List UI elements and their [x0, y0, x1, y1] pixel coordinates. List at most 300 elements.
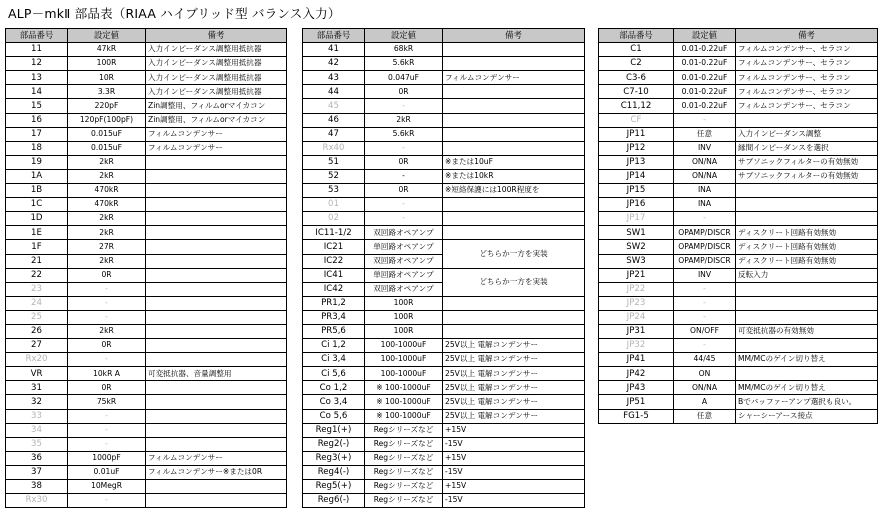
table-row: [303, 113, 585, 127]
parts-table-2: [302, 28, 585, 508]
table-row: [303, 494, 585, 508]
part-number-cell: Co 5,6: [303, 409, 365, 423]
remarks-cell: 可変抵抗器の有効無効: [736, 324, 878, 338]
remarks-cell: [736, 113, 878, 127]
remarks-cell: フィルムコンデンサー: [146, 451, 287, 465]
remarks-cell: 入力インピーダンス調整用抵抗器: [146, 57, 287, 71]
remarks-cell: フィルムコンデンサー※または0R: [146, 465, 287, 479]
value-cell: Regシリーズなど: [365, 423, 443, 437]
table-row: [303, 155, 585, 169]
value-cell: 120pF(100pF): [68, 113, 146, 127]
part-number-cell: 36: [6, 451, 68, 465]
part-number-cell: 1C: [6, 198, 68, 212]
value-cell: 0.01-0.22uF: [674, 85, 736, 99]
table-row: [6, 254, 287, 268]
remarks-cell: 25V以上 電解コンデンサー: [443, 367, 585, 381]
value-cell: 0.01-0.22uF: [674, 57, 736, 71]
remarks-cell: Zin調整用、フィルムorマイカコン: [146, 99, 287, 113]
table-row: [303, 437, 585, 451]
table-row: [6, 409, 287, 423]
remarks-cell: [146, 282, 287, 296]
remarks-cell: [146, 268, 287, 282]
value-cell: 任意: [674, 409, 736, 423]
value-cell: 2kR: [68, 324, 146, 338]
table-row: [599, 155, 878, 169]
remarks-cell: 反転入力: [736, 268, 878, 282]
value-cell: -: [365, 212, 443, 226]
value-cell: Regシリーズなど: [365, 465, 443, 479]
value-cell: 双回路オペアンプ: [365, 282, 443, 296]
value-cell: 単回路オペアンプ: [365, 268, 443, 282]
value-cell: OPAMP/DISCR: [674, 226, 736, 240]
table-row: [6, 240, 287, 254]
remarks-cell: [146, 353, 287, 367]
table-row: [303, 212, 585, 226]
table-row: [303, 409, 585, 423]
part-number-cell: Reg4(-): [303, 465, 365, 479]
header-remarks: 備考: [736, 29, 878, 43]
value-cell: Regシリーズなど: [365, 480, 443, 494]
value-cell: -: [674, 310, 736, 324]
part-number-cell: 1B: [6, 184, 68, 198]
part-number-cell: Ci 1,2: [303, 339, 365, 353]
value-cell: 0R: [365, 85, 443, 99]
table-row: [6, 423, 287, 437]
remarks-cell: [443, 113, 585, 127]
table-row: [303, 198, 585, 212]
part-number-cell: 38: [6, 480, 68, 494]
part-number-cell: JP16: [599, 198, 674, 212]
header-value: 設定値: [674, 29, 736, 43]
value-cell: -: [365, 169, 443, 183]
table-row: [599, 353, 878, 367]
remarks-cell: [736, 296, 878, 310]
parts-table-1: [5, 28, 287, 508]
value-cell: 双回路オペアンプ: [365, 226, 443, 240]
value-cell: OPAMP/DISCR: [674, 240, 736, 254]
value-cell: -: [365, 141, 443, 155]
table-row: [6, 339, 287, 353]
part-number-cell: 51: [303, 155, 365, 169]
table-row: [6, 85, 287, 99]
remarks-cell: [146, 409, 287, 423]
remarks-cell: [146, 254, 287, 268]
value-cell: ON/NA: [674, 381, 736, 395]
value-cell: 68kR: [365, 43, 443, 57]
part-number-cell: 32: [6, 395, 68, 409]
table-row: [6, 480, 287, 494]
value-cell: -: [674, 339, 736, 353]
table-row: [6, 494, 287, 508]
part-number-cell: 02: [303, 212, 365, 226]
part-number-cell: JP41: [599, 353, 674, 367]
value-cell: 双回路オペアンプ: [365, 254, 443, 268]
value-cell: Regシリーズなど: [365, 494, 443, 508]
value-cell: 任意: [674, 127, 736, 141]
remarks-cell: [443, 43, 585, 57]
value-cell: ※ 100-1000uF: [365, 395, 443, 409]
remarks-cell: シャーシーアース接点: [736, 409, 878, 423]
remarks-cell: [146, 226, 287, 240]
value-cell: 0R: [68, 381, 146, 395]
remarks-cell: ディスクリート回路有効無効: [736, 240, 878, 254]
part-number-cell: JP43: [599, 381, 674, 395]
value-cell: 2kR: [68, 254, 146, 268]
value-cell: OPAMP/DISCR: [674, 254, 736, 268]
table-row: [599, 71, 878, 85]
part-number-cell: 15: [6, 99, 68, 113]
value-cell: ※ 100-1000uF: [365, 409, 443, 423]
table-row: [599, 409, 878, 423]
part-number-cell: SW3: [599, 254, 674, 268]
table-row: [599, 240, 878, 254]
table-row: [599, 99, 878, 113]
remarks-cell: [443, 198, 585, 212]
value-cell: -: [674, 212, 736, 226]
part-number-cell: C1: [599, 43, 674, 57]
part-number-cell: FG1-5: [599, 409, 674, 423]
parts-table-3: [598, 28, 878, 424]
part-number-cell: 1A: [6, 169, 68, 183]
part-number-cell: Co 1,2: [303, 381, 365, 395]
part-number-cell: Co 3,4: [303, 395, 365, 409]
part-number-cell: 42: [303, 57, 365, 71]
header-row: [6, 29, 287, 43]
part-number-cell: IC21: [303, 240, 365, 254]
part-number-cell: Reg5(+): [303, 480, 365, 494]
remarks-cell: 25V以上 電解コンデンサー: [443, 339, 585, 353]
value-cell: 470kR: [68, 198, 146, 212]
part-number-cell: JP13: [599, 155, 674, 169]
table-row: [303, 423, 585, 437]
table-row: [599, 212, 878, 226]
table-row: [303, 141, 585, 155]
part-number-cell: Reg1(+): [303, 423, 365, 437]
value-cell: 5.6kR: [365, 57, 443, 71]
remarks-cell: [146, 184, 287, 198]
part-number-cell: JP12: [599, 141, 674, 155]
table-row: [6, 99, 287, 113]
table-row: [303, 310, 585, 324]
remarks-cell: フィルムコンデンサー: [146, 127, 287, 141]
remarks-cell: 25V以上 電解コンデンサー: [443, 395, 585, 409]
part-number-cell: IC22: [303, 254, 365, 268]
remarks-cell: -15V: [443, 437, 585, 451]
value-cell: Regシリーズなど: [365, 451, 443, 465]
table-row: [599, 57, 878, 71]
remarks-cell: [146, 480, 287, 494]
table-row: [6, 381, 287, 395]
value-cell: 2kR: [365, 113, 443, 127]
remarks-cell: [146, 296, 287, 310]
remarks-cell: どちらか一方を実装: [443, 240, 585, 268]
remarks-cell: [736, 198, 878, 212]
value-cell: INA: [674, 198, 736, 212]
value-cell: ON/NA: [674, 169, 736, 183]
value-cell: 100R: [365, 296, 443, 310]
part-number-cell: 22: [6, 268, 68, 282]
header-part-number: 部品番号: [303, 29, 365, 43]
part-number-cell: 21: [6, 254, 68, 268]
table-row: [6, 127, 287, 141]
remarks-cell: 25V以上 電解コンデンサー: [443, 381, 585, 395]
value-cell: 0.01-0.22uF: [674, 71, 736, 85]
remarks-cell: ディスクリート回路有効無効: [736, 226, 878, 240]
table-row: [599, 282, 878, 296]
part-number-cell: JP15: [599, 184, 674, 198]
remarks-cell: 入力インピーダンス調整用抵抗器: [146, 71, 287, 85]
table-row: [599, 395, 878, 409]
remarks-cell: 縁間インピーダンスを選択: [736, 141, 878, 155]
part-number-cell: PR1,2: [303, 296, 365, 310]
value-cell: 単回路オペアンプ: [365, 240, 443, 254]
remarks-cell: 25V以上 電解コンデンサー: [443, 409, 585, 423]
part-number-cell: 47: [303, 127, 365, 141]
remarks-cell: [736, 310, 878, 324]
header-value: 設定値: [68, 29, 146, 43]
value-cell: 100-1000uF: [365, 353, 443, 367]
remarks-cell: [146, 310, 287, 324]
part-number-cell: PR3,4: [303, 310, 365, 324]
remarks-cell: 入力インピーダンス調整: [736, 127, 878, 141]
value-cell: -: [674, 296, 736, 310]
table-row: [303, 240, 585, 254]
table-row: [599, 169, 878, 183]
part-number-cell: 33: [6, 409, 68, 423]
header-row: [303, 29, 585, 43]
table-row: [303, 57, 585, 71]
table-row: [599, 268, 878, 282]
page-title: ALP－mkⅡ 部品表（RIAA ハイブリッド型 バランス入力）: [8, 6, 341, 21]
remarks-cell: [736, 282, 878, 296]
remarks-cell: MM/MCのゲイン切り替え: [736, 381, 878, 395]
remarks-cell: [443, 57, 585, 71]
value-cell: 44/45: [674, 353, 736, 367]
table-row: [6, 282, 287, 296]
table-row: [303, 465, 585, 479]
table-row: [303, 395, 585, 409]
remarks-cell: ディスクリート回路有効無効: [736, 254, 878, 268]
value-cell: 0.01uF: [68, 465, 146, 479]
table-row: [6, 169, 287, 183]
value-cell: -: [68, 296, 146, 310]
value-cell: -: [674, 113, 736, 127]
remarks-cell: フィルムコンデンサー、セラコン: [736, 43, 878, 57]
remarks-cell: フィルムコンデンサー、セラコン: [736, 99, 878, 113]
table-row: [6, 451, 287, 465]
remarks-cell: [146, 324, 287, 338]
remarks-cell: ※短絡保護には100R程度を: [443, 184, 585, 198]
part-number-cell: JP14: [599, 169, 674, 183]
value-cell: 10kR A: [68, 367, 146, 381]
remarks-cell: [443, 127, 585, 141]
table-row: [303, 296, 585, 310]
table-row: [599, 43, 878, 57]
value-cell: Regシリーズなど: [365, 437, 443, 451]
remarks-cell: [443, 141, 585, 155]
value-cell: 0.01-0.22uF: [674, 99, 736, 113]
remarks-cell: Zin調整用、フィルムorマイカコン: [146, 113, 287, 127]
part-number-cell: JP31: [599, 324, 674, 338]
table-row: [599, 85, 878, 99]
remarks-cell: フィルムコンデンサー、セラコン: [736, 85, 878, 99]
value-cell: 10R: [68, 71, 146, 85]
table-row: [303, 127, 585, 141]
part-number-cell: 45: [303, 99, 365, 113]
table-row: [303, 268, 585, 282]
value-cell: -: [365, 99, 443, 113]
remarks-cell: [146, 494, 287, 508]
value-cell: 0R: [365, 184, 443, 198]
remarks-cell: [146, 381, 287, 395]
value-cell: -: [68, 494, 146, 508]
part-number-cell: 24: [6, 296, 68, 310]
part-number-cell: 1F: [6, 240, 68, 254]
part-number-cell: Reg6(-): [303, 494, 365, 508]
part-number-cell: Rx40: [303, 141, 365, 155]
header-remarks: 備考: [146, 29, 287, 43]
value-cell: 100R: [365, 310, 443, 324]
part-number-cell: VR: [6, 367, 68, 381]
remarks-cell: [736, 339, 878, 353]
part-number-cell: SW1: [599, 226, 674, 240]
part-number-cell: C7-10: [599, 85, 674, 99]
part-number-cell: JP32: [599, 339, 674, 353]
part-number-cell: 25: [6, 310, 68, 324]
value-cell: INV: [674, 268, 736, 282]
table-row: [303, 353, 585, 367]
remarks-cell: [146, 437, 287, 451]
remarks-cell: [736, 367, 878, 381]
part-number-cell: 1E: [6, 226, 68, 240]
value-cell: -: [68, 310, 146, 324]
table-row: [599, 339, 878, 353]
value-cell: 100-1000uF: [365, 339, 443, 353]
table-row: [303, 381, 585, 395]
part-number-cell: JP23: [599, 296, 674, 310]
table-row: [6, 57, 287, 71]
value-cell: 100-1000uF: [365, 367, 443, 381]
part-number-cell: 1D: [6, 212, 68, 226]
value-cell: 0.015uF: [68, 141, 146, 155]
part-number-cell: 13: [6, 71, 68, 85]
remarks-cell: +15V: [443, 451, 585, 465]
part-number-cell: Rx20: [6, 353, 68, 367]
remarks-cell: 25V以上 電解コンデンサー: [443, 353, 585, 367]
remarks-cell: 入力インピーダンス調整用抵抗器: [146, 43, 287, 57]
value-cell: -: [68, 353, 146, 367]
remarks-cell: 入力インピーダンス調整用抵抗器: [146, 85, 287, 99]
remarks-cell: MM/MCのゲイン切り替え: [736, 353, 878, 367]
value-cell: -: [68, 409, 146, 423]
part-number-cell: Reg2(-): [303, 437, 365, 451]
remarks-cell: サブソニックフィルターの有効無効: [736, 155, 878, 169]
table-row: [6, 212, 287, 226]
remarks-cell: [443, 226, 585, 240]
table-row: [599, 381, 878, 395]
table-row: [599, 324, 878, 338]
value-cell: -: [68, 437, 146, 451]
part-number-cell: 34: [6, 423, 68, 437]
table-row: [303, 480, 585, 494]
remarks-cell: [736, 212, 878, 226]
value-cell: 2kR: [68, 169, 146, 183]
value-cell: 0R: [68, 268, 146, 282]
part-number-cell: 12: [6, 57, 68, 71]
part-number-cell: 41: [303, 43, 365, 57]
value-cell: 27R: [68, 240, 146, 254]
remarks-cell: [146, 395, 287, 409]
part-number-cell: JP24: [599, 310, 674, 324]
remarks-cell: [443, 296, 585, 310]
part-number-cell: JP11: [599, 127, 674, 141]
table-row: [6, 324, 287, 338]
table-row: [599, 127, 878, 141]
value-cell: 0R: [365, 155, 443, 169]
remarks-cell: [146, 169, 287, 183]
table-row: [6, 155, 287, 169]
value-cell: 2kR: [68, 212, 146, 226]
part-number-cell: PR5,6: [303, 324, 365, 338]
value-cell: 0.047uF: [365, 71, 443, 85]
value-cell: 0R: [68, 339, 146, 353]
part-number-cell: 31: [6, 381, 68, 395]
value-cell: ON: [674, 367, 736, 381]
remarks-cell: [146, 339, 287, 353]
table-row: [303, 324, 585, 338]
part-number-cell: 43: [303, 71, 365, 85]
table-row: [6, 43, 287, 57]
remarks-cell: [146, 212, 287, 226]
remarks-cell: どちらか一方を実装: [443, 268, 585, 296]
table-row: [303, 169, 585, 183]
table-row: [6, 353, 287, 367]
remarks-cell: フィルムコンデンサー、セラコン: [736, 57, 878, 71]
part-number-cell: 27: [6, 339, 68, 353]
part-number-cell: JP42: [599, 367, 674, 381]
part-number-cell: 52: [303, 169, 365, 183]
remarks-cell: ※または10kR: [443, 169, 585, 183]
part-number-cell: 44: [303, 85, 365, 99]
value-cell: A: [674, 395, 736, 409]
table-row: [6, 367, 287, 381]
part-number-cell: 19: [6, 155, 68, 169]
value-cell: ※ 100-1000uF: [365, 381, 443, 395]
value-cell: 470kR: [68, 184, 146, 198]
remarks-cell: [146, 155, 287, 169]
value-cell: -: [674, 282, 736, 296]
table-row: [303, 184, 585, 198]
remarks-cell: サブソニックフィルターの有効無効: [736, 169, 878, 183]
value-cell: 5.6kR: [365, 127, 443, 141]
value-cell: -: [365, 198, 443, 212]
remarks-cell: フィルムコンデンサー: [146, 141, 287, 155]
table-row: [303, 43, 585, 57]
remarks-cell: [146, 423, 287, 437]
table-row: [599, 141, 878, 155]
table-row: [599, 198, 878, 212]
header-remarks: 備考: [443, 29, 585, 43]
value-cell: 2kR: [68, 155, 146, 169]
part-number-cell: 46: [303, 113, 365, 127]
value-cell: 75kR: [68, 395, 146, 409]
part-number-cell: Reg3(+): [303, 451, 365, 465]
header-part-number: 部品番号: [6, 29, 68, 43]
part-number-cell: IC11-1/2: [303, 226, 365, 240]
part-number-cell: JP22: [599, 282, 674, 296]
part-number-cell: 16: [6, 113, 68, 127]
part-number-cell: Ci 5,6: [303, 367, 365, 381]
